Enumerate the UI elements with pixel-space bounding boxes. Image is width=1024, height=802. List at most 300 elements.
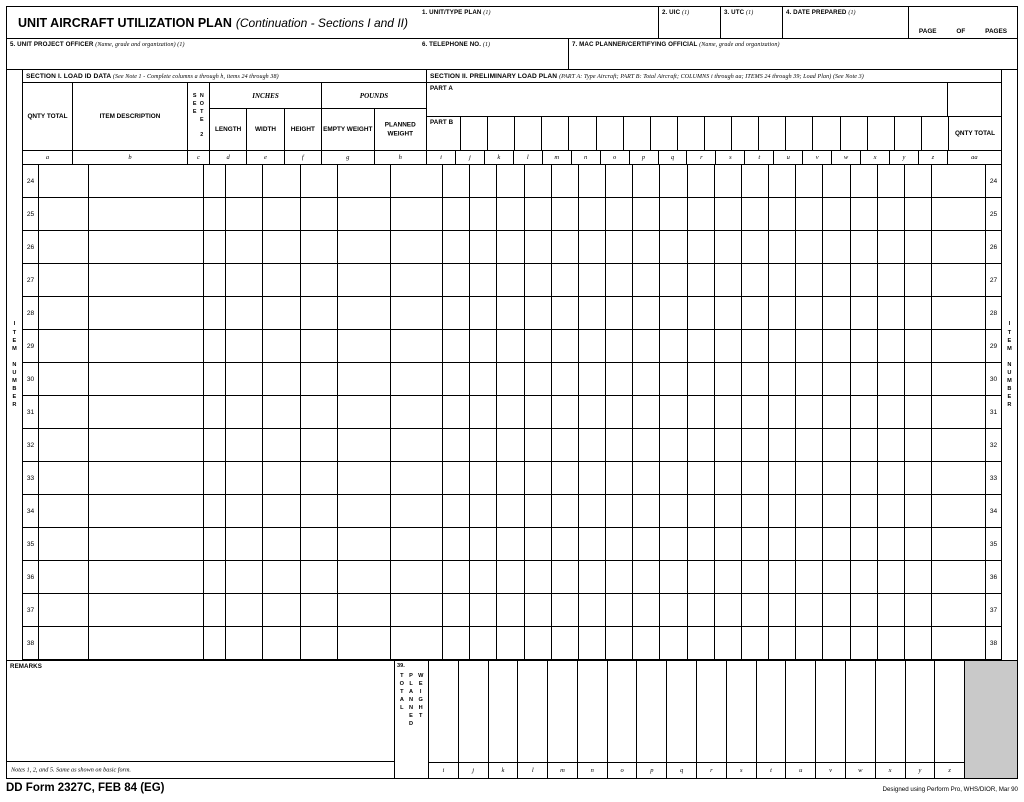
cell-24-w[interactable]	[823, 165, 850, 197]
part-b-cell-t[interactable]	[759, 117, 786, 150]
cell-31-m[interactable]	[552, 396, 579, 428]
cell-33-t[interactable]	[742, 462, 769, 494]
cell-34-p[interactable]	[633, 495, 660, 527]
cell-32-j[interactable]	[470, 429, 497, 461]
cell-24-g[interactable]	[338, 165, 391, 197]
cell-35-l[interactable]	[525, 528, 552, 560]
cell-36-l[interactable]	[525, 561, 552, 593]
tpw-cell-k[interactable]	[489, 661, 519, 762]
cell-26-a[interactable]	[39, 231, 89, 263]
cell-34-y[interactable]	[878, 495, 905, 527]
cell-28-i[interactable]	[443, 297, 470, 329]
cell-37-n[interactable]	[579, 594, 606, 626]
tpw-cell-y[interactable]	[906, 661, 936, 762]
cell-32-a[interactable]	[39, 429, 89, 461]
part-b-cell-o[interactable]	[624, 117, 651, 150]
cell-24-y[interactable]	[878, 165, 905, 197]
cell-35-p[interactable]	[633, 528, 660, 560]
cell-35-k[interactable]	[497, 528, 524, 560]
cell-31-x[interactable]	[851, 396, 878, 428]
cell-26-e[interactable]	[263, 231, 300, 263]
tpw-cell-q[interactable]	[667, 661, 697, 762]
cell-36-k[interactable]	[497, 561, 524, 593]
field-utc[interactable]	[721, 7, 783, 38]
cell-26-r[interactable]	[688, 231, 715, 263]
cell-38-t[interactable]	[742, 627, 769, 659]
cell-26-w[interactable]	[823, 231, 850, 263]
cell-26-x[interactable]	[851, 231, 878, 263]
cell-34-z[interactable]	[905, 495, 932, 527]
cell-36-y[interactable]	[878, 561, 905, 593]
cell-38-e[interactable]	[263, 627, 300, 659]
cell-35-w[interactable]	[823, 528, 850, 560]
cell-32-q[interactable]	[660, 429, 687, 461]
cell-33-l[interactable]	[525, 462, 552, 494]
cell-26-b[interactable]	[89, 231, 204, 263]
field-uic[interactable]	[659, 7, 721, 38]
cell-28-x[interactable]	[851, 297, 878, 329]
field-telephone-no[interactable]	[419, 39, 569, 69]
cell-27-v[interactable]	[796, 264, 823, 296]
part-b-cell[interactable]	[427, 117, 461, 150]
cell-37-f[interactable]	[301, 594, 338, 626]
cell-30-z[interactable]	[905, 363, 932, 395]
cell-25-q[interactable]	[660, 198, 687, 230]
cell-32-r[interactable]	[688, 429, 715, 461]
cell-30-o[interactable]	[606, 363, 633, 395]
cell-38-x[interactable]	[851, 627, 878, 659]
cell-29-t[interactable]	[742, 330, 769, 362]
cell-36-f[interactable]	[301, 561, 338, 593]
cell-31-u[interactable]	[769, 396, 796, 428]
part-b-cell-v[interactable]	[813, 117, 840, 150]
cell-33-n[interactable]	[579, 462, 606, 494]
cell-32-h[interactable]	[391, 429, 443, 461]
cell-29-o[interactable]	[606, 330, 633, 362]
cell-34-e[interactable]	[263, 495, 300, 527]
cell-32-c[interactable]	[204, 429, 226, 461]
cell-34-h[interactable]	[391, 495, 443, 527]
cell-31-g[interactable]	[338, 396, 391, 428]
cell-29-r[interactable]	[688, 330, 715, 362]
cell-29-w[interactable]	[823, 330, 850, 362]
cell-31-c[interactable]	[204, 396, 226, 428]
cell-34-j[interactable]	[470, 495, 497, 527]
part-b-cell-u[interactable]	[786, 117, 813, 150]
cell-38-z[interactable]	[905, 627, 932, 659]
cell-31-s[interactable]	[715, 396, 742, 428]
cell-38-s[interactable]	[715, 627, 742, 659]
cell-29-b[interactable]	[89, 330, 204, 362]
cell-26-o[interactable]	[606, 231, 633, 263]
cell-36-q[interactable]	[660, 561, 687, 593]
part-b-cell-q[interactable]	[678, 117, 705, 150]
cell-38-m[interactable]	[552, 627, 579, 659]
cell-35-m[interactable]	[552, 528, 579, 560]
tpw-cell-x[interactable]	[876, 661, 906, 762]
cell-25-e[interactable]	[263, 198, 300, 230]
cell-33-o[interactable]	[606, 462, 633, 494]
cell-24-l[interactable]	[525, 165, 552, 197]
cell-27-d[interactable]	[226, 264, 263, 296]
part-b-cell-i[interactable]	[461, 117, 488, 150]
cell-27-a[interactable]	[39, 264, 89, 296]
cell-31-z[interactable]	[905, 396, 932, 428]
cell-25-i[interactable]	[443, 198, 470, 230]
cell-25-m[interactable]	[552, 198, 579, 230]
cell-28-d[interactable]	[226, 297, 263, 329]
cell-26-j[interactable]	[470, 231, 497, 263]
cell-34-r[interactable]	[688, 495, 715, 527]
cell-34-s[interactable]	[715, 495, 742, 527]
cell-30-f[interactable]	[301, 363, 338, 395]
cell-27-h[interactable]	[391, 264, 443, 296]
cell-30-m[interactable]	[552, 363, 579, 395]
cell-25-x[interactable]	[851, 198, 878, 230]
cell-32-y[interactable]	[878, 429, 905, 461]
cell-37-l[interactable]	[525, 594, 552, 626]
cell-35-x[interactable]	[851, 528, 878, 560]
cell-30-b[interactable]	[89, 363, 204, 395]
cell-30-aa[interactable]	[932, 363, 985, 395]
cell-30-i[interactable]	[443, 363, 470, 395]
cell-25-l[interactable]	[525, 198, 552, 230]
cell-33-b[interactable]	[89, 462, 204, 494]
cell-28-r[interactable]	[688, 297, 715, 329]
cell-38-aa[interactable]	[932, 627, 985, 659]
cell-30-n[interactable]	[579, 363, 606, 395]
part-b-cell-p[interactable]	[651, 117, 678, 150]
cell-38-w[interactable]	[823, 627, 850, 659]
cell-37-z[interactable]	[905, 594, 932, 626]
tpw-cell-p[interactable]	[637, 661, 667, 762]
cell-30-v[interactable]	[796, 363, 823, 395]
cell-33-m[interactable]	[552, 462, 579, 494]
cell-25-k[interactable]	[497, 198, 524, 230]
cell-36-c[interactable]	[204, 561, 226, 593]
cell-38-a[interactable]	[39, 627, 89, 659]
cell-31-l[interactable]	[525, 396, 552, 428]
cell-35-t[interactable]	[742, 528, 769, 560]
cell-33-v[interactable]	[796, 462, 823, 494]
cell-25-r[interactable]	[688, 198, 715, 230]
cell-33-c[interactable]	[204, 462, 226, 494]
cell-32-u[interactable]	[769, 429, 796, 461]
cell-34-l[interactable]	[525, 495, 552, 527]
cell-37-t[interactable]	[742, 594, 769, 626]
cell-25-s[interactable]	[715, 198, 742, 230]
cell-28-z[interactable]	[905, 297, 932, 329]
cell-38-u[interactable]	[769, 627, 796, 659]
cell-36-n[interactable]	[579, 561, 606, 593]
cell-33-e[interactable]	[263, 462, 300, 494]
cell-25-u[interactable]	[769, 198, 796, 230]
cell-30-j[interactable]	[470, 363, 497, 395]
cell-27-i[interactable]	[443, 264, 470, 296]
cell-38-j[interactable]	[470, 627, 497, 659]
cell-37-a[interactable]	[39, 594, 89, 626]
cell-28-w[interactable]	[823, 297, 850, 329]
cell-24-aa[interactable]	[932, 165, 985, 197]
cell-29-n[interactable]	[579, 330, 606, 362]
cell-28-l[interactable]	[525, 297, 552, 329]
cell-31-e[interactable]	[263, 396, 300, 428]
cell-27-r[interactable]	[688, 264, 715, 296]
cell-30-s[interactable]	[715, 363, 742, 395]
cell-28-j[interactable]	[470, 297, 497, 329]
cell-28-b[interactable]	[89, 297, 204, 329]
cell-25-h[interactable]	[391, 198, 443, 230]
cell-38-y[interactable]	[878, 627, 905, 659]
cell-26-m[interactable]	[552, 231, 579, 263]
cell-36-a[interactable]	[39, 561, 89, 593]
cell-31-q[interactable]	[660, 396, 687, 428]
cell-25-g[interactable]	[338, 198, 391, 230]
cell-37-u[interactable]	[769, 594, 796, 626]
cell-31-h[interactable]	[391, 396, 443, 428]
cell-37-e[interactable]	[263, 594, 300, 626]
cell-25-v[interactable]	[796, 198, 823, 230]
cell-38-r[interactable]	[688, 627, 715, 659]
field-date-prepared[interactable]	[783, 7, 909, 38]
tpw-cell-v[interactable]	[816, 661, 846, 762]
cell-28-k[interactable]	[497, 297, 524, 329]
tpw-cell-z[interactable]	[935, 661, 964, 762]
cell-32-d[interactable]	[226, 429, 263, 461]
cell-33-a[interactable]	[39, 462, 89, 494]
cell-28-u[interactable]	[769, 297, 796, 329]
cell-34-k[interactable]	[497, 495, 524, 527]
cell-29-l[interactable]	[525, 330, 552, 362]
cell-27-k[interactable]	[497, 264, 524, 296]
cell-24-s[interactable]	[715, 165, 742, 197]
cell-36-g[interactable]	[338, 561, 391, 593]
cell-25-z[interactable]	[905, 198, 932, 230]
cell-36-e[interactable]	[263, 561, 300, 593]
cell-27-j[interactable]	[470, 264, 497, 296]
cell-27-x[interactable]	[851, 264, 878, 296]
cell-35-q[interactable]	[660, 528, 687, 560]
cell-24-z[interactable]	[905, 165, 932, 197]
cell-31-f[interactable]	[301, 396, 338, 428]
cell-31-b[interactable]	[89, 396, 204, 428]
cell-34-d[interactable]	[226, 495, 263, 527]
cell-33-y[interactable]	[878, 462, 905, 494]
cell-35-f[interactable]	[301, 528, 338, 560]
cell-28-e[interactable]	[263, 297, 300, 329]
cell-30-k[interactable]	[497, 363, 524, 395]
cell-26-p[interactable]	[633, 231, 660, 263]
cell-24-o[interactable]	[606, 165, 633, 197]
cell-27-m[interactable]	[552, 264, 579, 296]
cell-37-b[interactable]	[89, 594, 204, 626]
cell-31-n[interactable]	[579, 396, 606, 428]
cell-32-l[interactable]	[525, 429, 552, 461]
cell-32-o[interactable]	[606, 429, 633, 461]
cell-35-b[interactable]	[89, 528, 204, 560]
cell-30-t[interactable]	[742, 363, 769, 395]
cell-28-h[interactable]	[391, 297, 443, 329]
cell-32-b[interactable]	[89, 429, 204, 461]
cell-33-g[interactable]	[338, 462, 391, 494]
cell-29-s[interactable]	[715, 330, 742, 362]
cell-31-r[interactable]	[688, 396, 715, 428]
cell-33-s[interactable]	[715, 462, 742, 494]
cell-24-c[interactable]	[204, 165, 226, 197]
cell-33-z[interactable]	[905, 462, 932, 494]
cell-28-a[interactable]	[39, 297, 89, 329]
cell-31-j[interactable]	[470, 396, 497, 428]
cell-24-k[interactable]	[497, 165, 524, 197]
cell-32-x[interactable]	[851, 429, 878, 461]
cell-26-l[interactable]	[525, 231, 552, 263]
cell-29-q[interactable]	[660, 330, 687, 362]
cell-25-t[interactable]	[742, 198, 769, 230]
cell-25-n[interactable]	[579, 198, 606, 230]
cell-35-aa[interactable]	[932, 528, 985, 560]
cell-26-c[interactable]	[204, 231, 226, 263]
cell-33-q[interactable]	[660, 462, 687, 494]
tpw-cell-m[interactable]	[548, 661, 578, 762]
cell-30-a[interactable]	[39, 363, 89, 395]
cell-36-p[interactable]	[633, 561, 660, 593]
cell-27-l[interactable]	[525, 264, 552, 296]
cell-34-x[interactable]	[851, 495, 878, 527]
cell-37-y[interactable]	[878, 594, 905, 626]
cell-35-g[interactable]	[338, 528, 391, 560]
cell-30-u[interactable]	[769, 363, 796, 395]
cell-36-x[interactable]	[851, 561, 878, 593]
cell-35-j[interactable]	[470, 528, 497, 560]
cell-35-o[interactable]	[606, 528, 633, 560]
cell-27-g[interactable]	[338, 264, 391, 296]
cell-25-f[interactable]	[301, 198, 338, 230]
cell-26-d[interactable]	[226, 231, 263, 263]
cell-26-aa[interactable]	[932, 231, 985, 263]
cell-38-b[interactable]	[89, 627, 204, 659]
cell-26-s[interactable]	[715, 231, 742, 263]
field-unit-project-officer[interactable]	[7, 39, 419, 69]
cell-37-c[interactable]	[204, 594, 226, 626]
cell-24-t[interactable]	[742, 165, 769, 197]
cell-24-n[interactable]	[579, 165, 606, 197]
tpw-cell-r[interactable]	[697, 661, 727, 762]
part-b-cell-z[interactable]	[922, 117, 948, 150]
cell-30-d[interactable]	[226, 363, 263, 395]
cell-36-d[interactable]	[226, 561, 263, 593]
cell-25-d[interactable]	[226, 198, 263, 230]
cell-30-x[interactable]	[851, 363, 878, 395]
tpw-cell-l[interactable]	[518, 661, 548, 762]
cell-24-d[interactable]	[226, 165, 263, 197]
part-b-cell-n[interactable]	[597, 117, 624, 150]
cell-38-l[interactable]	[525, 627, 552, 659]
cell-36-r[interactable]	[688, 561, 715, 593]
cell-36-m[interactable]	[552, 561, 579, 593]
cell-29-j[interactable]	[470, 330, 497, 362]
cell-27-b[interactable]	[89, 264, 204, 296]
cell-38-p[interactable]	[633, 627, 660, 659]
cell-31-k[interactable]	[497, 396, 524, 428]
cell-33-f[interactable]	[301, 462, 338, 494]
cell-35-h[interactable]	[391, 528, 443, 560]
cell-37-r[interactable]	[688, 594, 715, 626]
cell-24-p[interactable]	[633, 165, 660, 197]
tpw-cell-u[interactable]	[786, 661, 816, 762]
tpw-cell-s[interactable]	[727, 661, 757, 762]
cell-26-q[interactable]	[660, 231, 687, 263]
cell-28-m[interactable]	[552, 297, 579, 329]
cell-38-f[interactable]	[301, 627, 338, 659]
cell-27-y[interactable]	[878, 264, 905, 296]
cell-26-f[interactable]	[301, 231, 338, 263]
cell-29-k[interactable]	[497, 330, 524, 362]
cell-24-i[interactable]	[443, 165, 470, 197]
tpw-cell-j[interactable]	[459, 661, 489, 762]
cell-31-t[interactable]	[742, 396, 769, 428]
cell-30-c[interactable]	[204, 363, 226, 395]
cell-27-f[interactable]	[301, 264, 338, 296]
part-b-cell-w[interactable]	[841, 117, 868, 150]
cell-28-g[interactable]	[338, 297, 391, 329]
cell-37-aa[interactable]	[932, 594, 985, 626]
cell-34-f[interactable]	[301, 495, 338, 527]
cell-37-x[interactable]	[851, 594, 878, 626]
cell-24-a[interactable]	[39, 165, 89, 197]
cell-37-v[interactable]	[796, 594, 823, 626]
cell-31-v[interactable]	[796, 396, 823, 428]
part-b-cell-m[interactable]	[569, 117, 596, 150]
cell-34-aa[interactable]	[932, 495, 985, 527]
cell-32-e[interactable]	[263, 429, 300, 461]
cell-29-z[interactable]	[905, 330, 932, 362]
cell-27-aa[interactable]	[932, 264, 985, 296]
cell-27-s[interactable]	[715, 264, 742, 296]
cell-30-g[interactable]	[338, 363, 391, 395]
cell-34-v[interactable]	[796, 495, 823, 527]
cell-36-s[interactable]	[715, 561, 742, 593]
cell-29-d[interactable]	[226, 330, 263, 362]
cell-27-p[interactable]	[633, 264, 660, 296]
cell-36-b[interactable]	[89, 561, 204, 593]
cell-28-aa[interactable]	[932, 297, 985, 329]
cell-36-aa[interactable]	[932, 561, 985, 593]
tpw-cell-w[interactable]	[846, 661, 876, 762]
cell-36-h[interactable]	[391, 561, 443, 593]
cell-38-h[interactable]	[391, 627, 443, 659]
cell-38-d[interactable]	[226, 627, 263, 659]
cell-30-y[interactable]	[878, 363, 905, 395]
cell-34-a[interactable]	[39, 495, 89, 527]
cell-37-w[interactable]	[823, 594, 850, 626]
cell-27-t[interactable]	[742, 264, 769, 296]
remarks-field[interactable]	[7, 661, 394, 762]
cell-38-c[interactable]	[204, 627, 226, 659]
cell-36-z[interactable]	[905, 561, 932, 593]
cell-34-u[interactable]	[769, 495, 796, 527]
cell-29-p[interactable]	[633, 330, 660, 362]
cell-24-h[interactable]	[391, 165, 443, 197]
cell-32-i[interactable]	[443, 429, 470, 461]
cell-35-i[interactable]	[443, 528, 470, 560]
cell-26-v[interactable]	[796, 231, 823, 263]
tpw-cell-n[interactable]	[578, 661, 608, 762]
part-b-cell-y[interactable]	[895, 117, 922, 150]
cell-36-o[interactable]	[606, 561, 633, 593]
cell-29-e[interactable]	[263, 330, 300, 362]
cell-29-y[interactable]	[878, 330, 905, 362]
cell-35-a[interactable]	[39, 528, 89, 560]
